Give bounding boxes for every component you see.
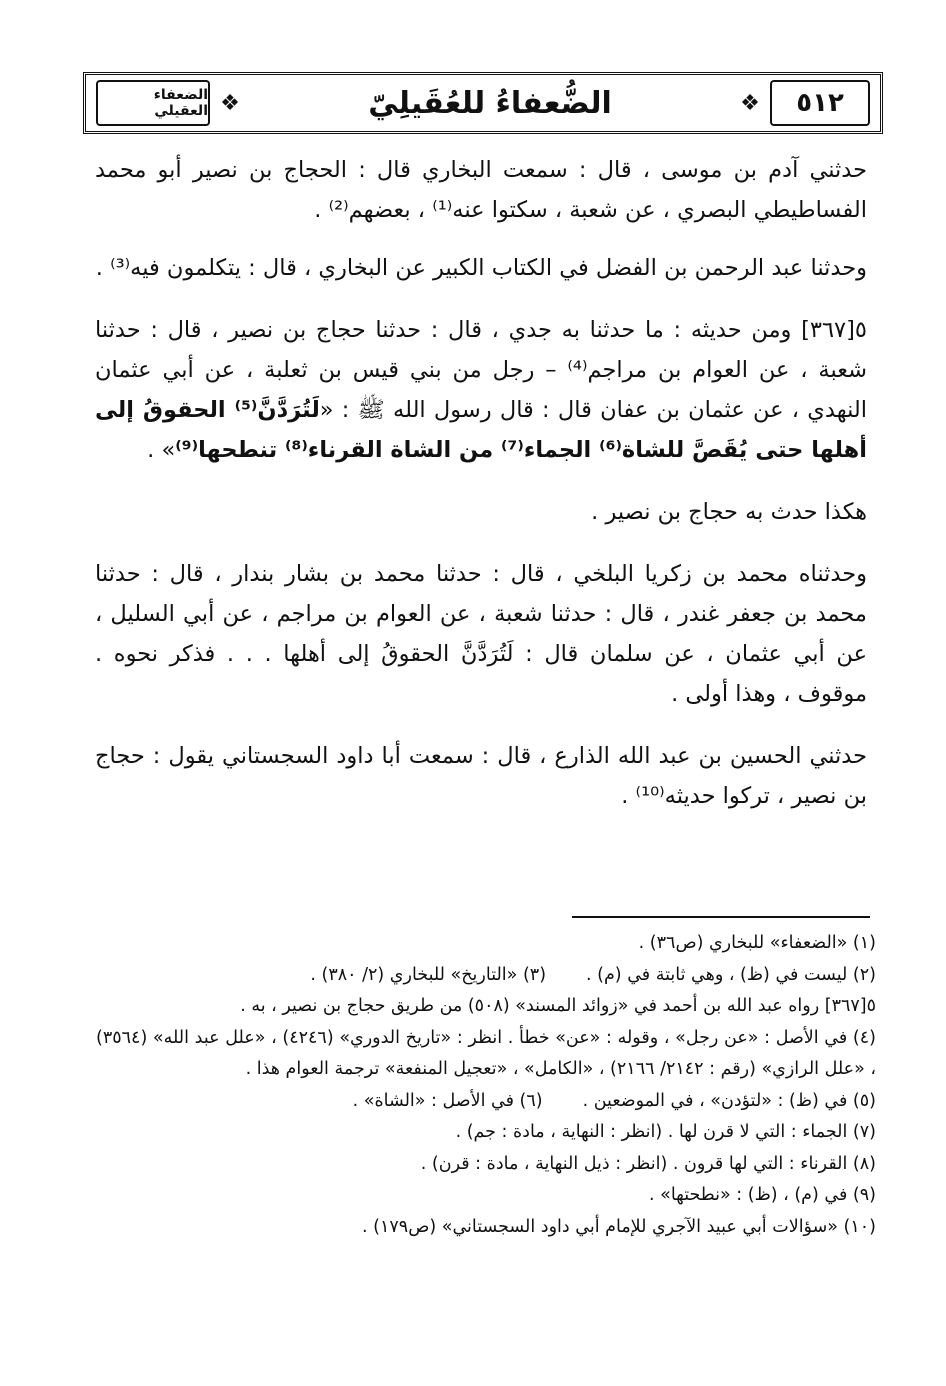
footnote: (٦) في الأصل : «الشاة» . xyxy=(352,1090,543,1111)
footnote: (٩) في (م) ، (ظ) : «نطحتها» . xyxy=(648,1185,876,1205)
paragraph: حدثني الحسين بن عبد الله الذارع ، قال : سمعت أبا داود السجستاني يقول : حجاج بن نصير ، تركوا حديثه⁽¹⁰⁾ . xyxy=(95,743,867,809)
footnote: (٤) في الأصل : «عن رجل» ، وقوله : «عن» خطأ . انظر : «تاريخ الدوري» (٤٢٤٦) ، «علل عبد الله» (٣٥٦٤) ، «علل الرازي» (رقم : ٢١٤٢/ ٢١٦٦) ، «الكامل» ، «تعجيل المنفعة» ترجمة العوام هذا . xyxy=(96,1027,876,1079)
footnote: (٢) ليست في (ظ) ، وهي ثابتة في (م) . xyxy=(586,964,876,985)
main-text xyxy=(95,150,867,838)
footnote: (٨) القرناء : التي لها قرون . (انظر : ذيل النهاية ، مادة : قرن) . xyxy=(420,1153,876,1174)
hadith-close: » . xyxy=(147,437,176,463)
title-ornament: الضعفاء العقيلي xyxy=(96,80,210,126)
footnote: (١٠) «سؤالات أبي عبيد الآجري للإمام أبي داود السجستاني» (ص١٧٩) . xyxy=(362,1216,876,1237)
hadith-paragraph xyxy=(95,310,867,470)
footnote: (١) «الضعفاء» للبخاري (ص٣٦) . xyxy=(638,933,876,953)
footnote: (٣) «التاريخ» للبخاري (٢/ ٣٨٠) . xyxy=(310,964,547,985)
footnote-divider xyxy=(572,916,870,918)
page-header xyxy=(83,72,883,134)
footnote: (٧) الجماء : التي لا قرن لها . (انظر : النهاية ، مادة : جم) . xyxy=(455,1122,876,1142)
ornament-icon: ❖ xyxy=(220,90,240,116)
footnote: ٥[٣٦٧] رواه عبد الله بن أحمد في «زوائد المسند» (٥٠٨) من طريق حجاج بن نصير ، به . xyxy=(240,996,876,1016)
footnote-row xyxy=(96,1086,876,1118)
paragraph: وحدثناه محمد بن زكريا البلخي ، قال : حدثنا محمد بن بشار بندار ، قال : حدثنا محمد بن جعفر غندر ، قال : حدثنا شعبة ، عن العوام بن مراجم ، عن أبي السليل ، عن أبي عثمان ، عن سلمان قال : لَتُرَدَّنَّ الحقوقُ إلى أهلها . . . فذكر نحوه . موقوف ، وهذا أولى . xyxy=(95,561,867,707)
hadith-matn: لَتُرَدَّنَّ⁽⁵⁾ الحقوقُ إلى أهلها حتى يُقَصَّ للشاة⁽⁶⁾ الجماء⁽⁷⁾ من الشاة القرناء⁽⁸⁾ تنطحها⁽⁹⁾ xyxy=(95,397,867,463)
page-number: ٥١٢ xyxy=(770,80,870,126)
footnote-row xyxy=(96,960,876,992)
book-title: الضُّعفاءُ للعُقَيلِيّ xyxy=(368,85,612,121)
hadith-isnad: ٥[٣٦٧] ومن حديثه : ما حدثنا به جدي ، قال : حدثنا حجاج بن نصير ، قال : حدثنا شعبة ، عن العوام بن مراجم⁽⁴⁾ – رجل من بني قيس بن ثعلبة ، عن أبي عثمان النهدي ، عن عثمان بن عفان قال : قال رسول الله ﷺ : « xyxy=(95,317,867,423)
footnote: (٥) في (ظ) : «لتؤدن» ، في الموضعين . xyxy=(582,1090,876,1111)
footnotes xyxy=(96,928,876,1243)
ornament-icon: ❖ xyxy=(740,90,760,116)
paragraph: وحدثنا عبد الرحمن بن الفضل في الكتاب الكبير عن البخاري ، قال : يتكلمون فيه⁽³⁾ . xyxy=(95,255,867,281)
paragraph: حدثني آدم بن موسى ، قال : سمعت البخاري قال : الحجاج بن نصير أبو محمد الفساطيطي البصري ، عن شعبة ، سكتوا عنه⁽¹⁾ ، بعضهم⁽²⁾ . xyxy=(95,157,867,223)
paragraph: هكذا حدث به حجاج بن نصير . xyxy=(591,499,867,525)
